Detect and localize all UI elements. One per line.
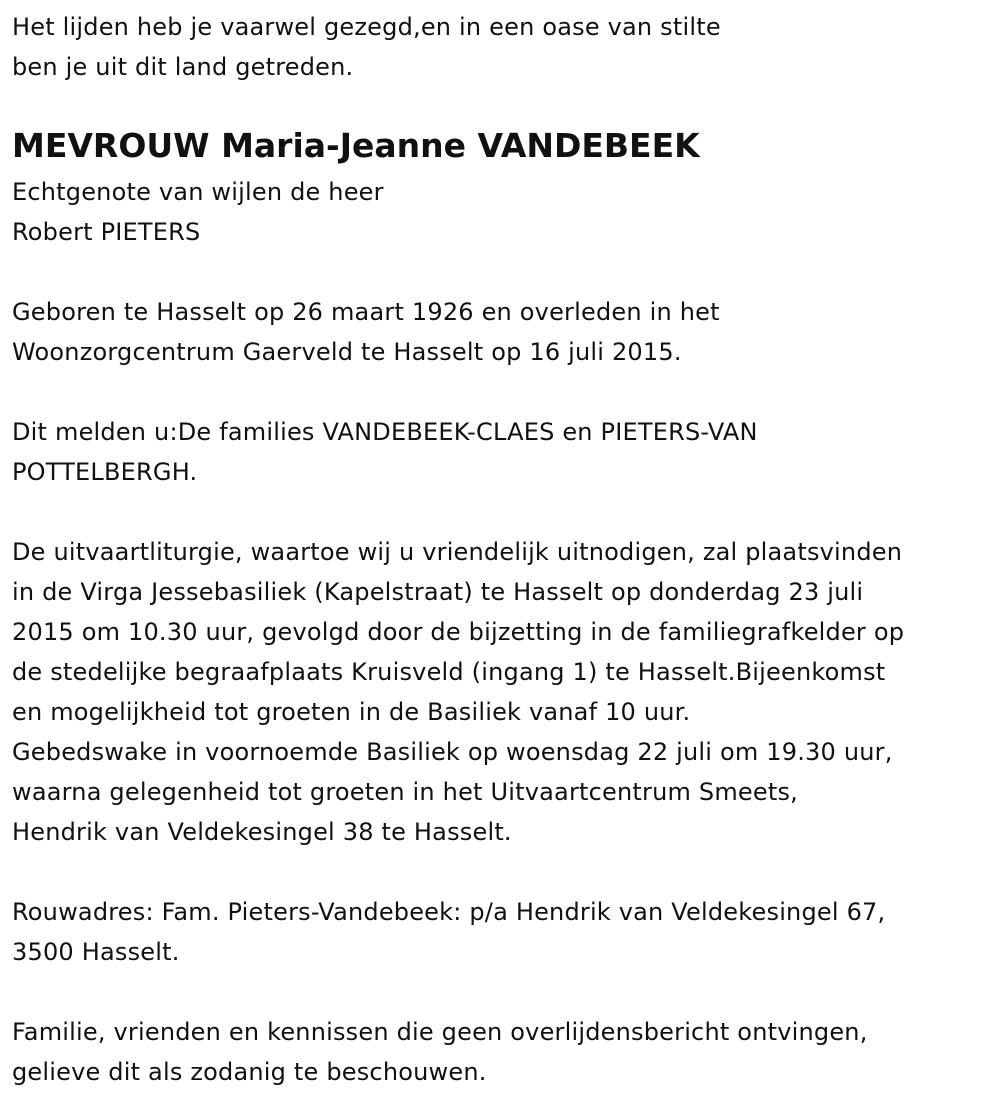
ceremony-line: en mogelijkheid tot groeten in de Basiliek vanaf 10 uur. [12, 698, 691, 726]
ceremony-line: 2015 om 10.30 uur, gevolgd door de bijzetting in de familiegrafkelder op [12, 618, 905, 646]
spouse-info [12, 172, 1000, 252]
deceased-name-title: MEVROUW Maria-Jeanne VANDEBEEK [12, 126, 700, 165]
families-line: POTTELBERGH. [12, 458, 198, 486]
birth-death-line: Woonzorgcentrum Gaerveld te Hasselt op 16 juli 2015. [12, 338, 682, 366]
ceremony-line: Gebedswake in voornoemde Basiliek op woensdag 22 juli om 19.30 uur, [12, 738, 893, 766]
ceremony-line: waarna gelegenheid tot groeten in het Uitvaartcentrum Smeets, [12, 778, 798, 806]
mourning-address [12, 892, 1000, 972]
closing-line: Familie, vrienden en kennissen die geen overlijdensbericht ontvingen, [12, 1018, 868, 1046]
address-line: Rouwadres: Fam. Pieters-Vandebeek: p/a Hendrik van Veldekesingel 67, [12, 898, 886, 926]
ceremony-line: De uitvaartliturgie, waartoe wij u vriendelijk uitnodigen, zal plaatsvinden [12, 538, 903, 566]
motto-line: Het lijden heb je vaarwel gezegd,en in een oase van stilte [12, 13, 721, 41]
spouse-line: Robert PIETERS [12, 218, 201, 246]
families-line: Dit melden u:De families VANDEBEEK-CLAES en PIETERS-VAN [12, 418, 758, 446]
motto [12, 7, 1000, 87]
ceremony-line: Hendrik van Veldekesingel 38 te Hasselt. [12, 818, 512, 846]
ceremony-info [12, 532, 1000, 852]
spouse-line: Echtgenote van wijlen de heer [12, 178, 384, 206]
families-info [12, 412, 1000, 492]
birth-death-info [12, 292, 1000, 372]
motto-line: ben je uit dit land getreden. [12, 53, 354, 81]
birth-death-line: Geboren te Hasselt op 26 maart 1926 en overleden in het [12, 298, 720, 326]
closing-line: gelieve dit als zodanig te beschouwen. [12, 1058, 487, 1086]
address-line: 3500 Hasselt. [12, 938, 180, 966]
ceremony-line: de stedelijke begraafplaats Kruisveld (ingang 1) te Hasselt.Bijeenkomst [12, 658, 886, 686]
closing-note [12, 1012, 1000, 1092]
ceremony-line: in de Virga Jessebasiliek (Kapelstraat) te Hasselt op donderdag 23 juli [12, 578, 864, 606]
